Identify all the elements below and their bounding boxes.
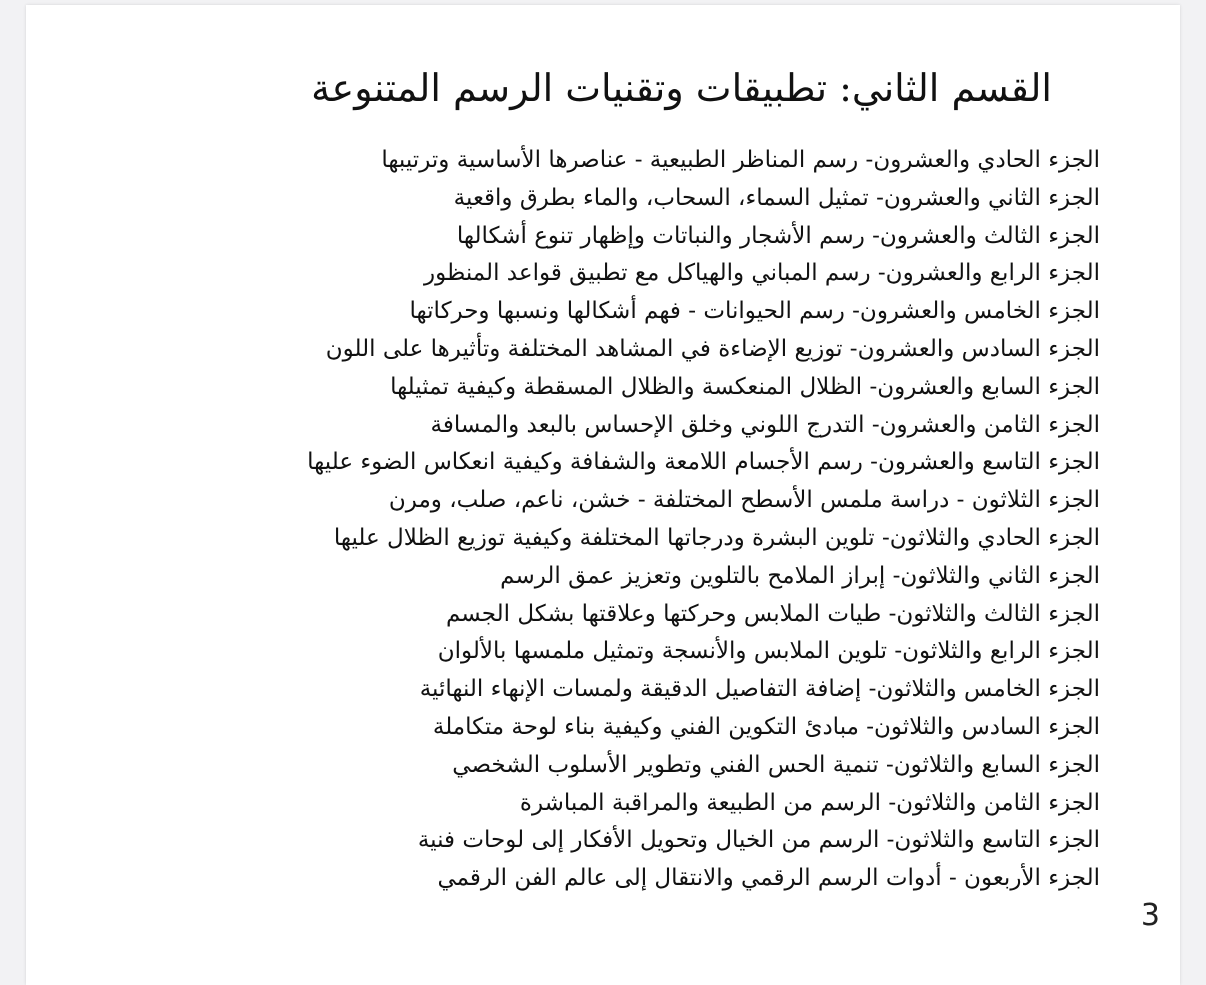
- toc-entry: الجزء التاسع والعشرون- رسم الأجسام اللامعة والشفافة وكيفية انعكاس الضوء عليها: [307, 449, 1100, 476]
- toc-entry: الجزء الثامن والعشرون- التدرج اللوني وخلق الإحساس بالبعد والمسافة: [430, 411, 1100, 438]
- toc-entry: الجزء السابع والثلاثون- تنمية الحس الفني وتطوير الأسلوب الشخصي: [452, 751, 1100, 778]
- toc-entry: الجزء الثامن والثلاثون- الرسم من الطبيعة والمراقبة المباشرة: [519, 789, 1100, 816]
- toc-entry: الجزء الرابع والثلاثون- تلوين الملابس والأنسجة وتمثيل ملمسها بالألوان: [437, 638, 1100, 665]
- page-number: 3: [1140, 898, 1160, 933]
- toc-entry: الجزء الثاني والثلاثون- إبراز الملامح بالتلوين وتعزيز عمق الرسم: [500, 562, 1100, 589]
- toc-entry: الجزء الأربعون - أدوات الرسم الرقمي والانتقال إلى عالم الفن الرقمي: [437, 865, 1100, 892]
- toc-entry: الجزء السابع والعشرون- الظلال المنعكسة والظلال المسقطة وكيفية تمثيلها: [390, 373, 1100, 400]
- toc-entry: الجزء الثالث والعشرون- رسم الأشجار والنباتات وإظهار تنوع أشكالها: [456, 222, 1100, 249]
- toc-entry: الجزء الثالث والثلاثون- طيات الملابس وحركتها وعلاقتها بشكل الجسم: [445, 600, 1100, 627]
- toc-entry: الجزء الحادي والعشرون- رسم المناظر الطبيعية - عناصرها الأساسية وترتيبها: [381, 147, 1100, 173]
- toc-entry: الجزء الحادي والثلاثون- تلوين البشرة ودرجاتها المختلفة وكيفية توزيع الظلال عليها: [333, 524, 1100, 551]
- toc-entry: الجزء الرابع والعشرون- رسم المباني والهياكل مع تطبيق قواعد المنظور: [423, 260, 1100, 287]
- toc-entry: الجزء الخامس والعشرون- رسم الحيوانات - فهم أشكالها ونسبها وحركاتها: [409, 298, 1100, 325]
- toc-entry: الجزء الثاني والعشرون- تمثيل السماء، السحاب، والماء بطرق واقعية: [453, 184, 1100, 211]
- section-title: القسم الثاني: تطبيقات وتقنيات الرسم المتنوعة: [311, 66, 1052, 110]
- document-page: [26, 5, 1180, 985]
- toc-entry: الجزء التاسع والثلاثون- الرسم من الخيال وتحويل الأفكار إلى لوحات فنية: [417, 827, 1100, 854]
- toc-entry: الجزء السادس والعشرون- توزيع الإضاءة في المشاهد المختلفة وتأثيرها على اللون: [325, 335, 1100, 362]
- table-of-contents: [307, 142, 1100, 898]
- toc-entry: الجزء السادس والثلاثون- مبادئ التكوين الفني وكيفية بناء لوحة متكاملة: [432, 713, 1100, 740]
- toc-entry: الجزء الخامس والثلاثون- إضافة التفاصيل الدقيقة ولمسات الإنهاء النهائية: [419, 676, 1100, 703]
- toc-entry: الجزء الثلاثون - دراسة ملمس الأسطح المختلفة - خشن، ناعم، صلب، ومرن: [388, 487, 1100, 514]
